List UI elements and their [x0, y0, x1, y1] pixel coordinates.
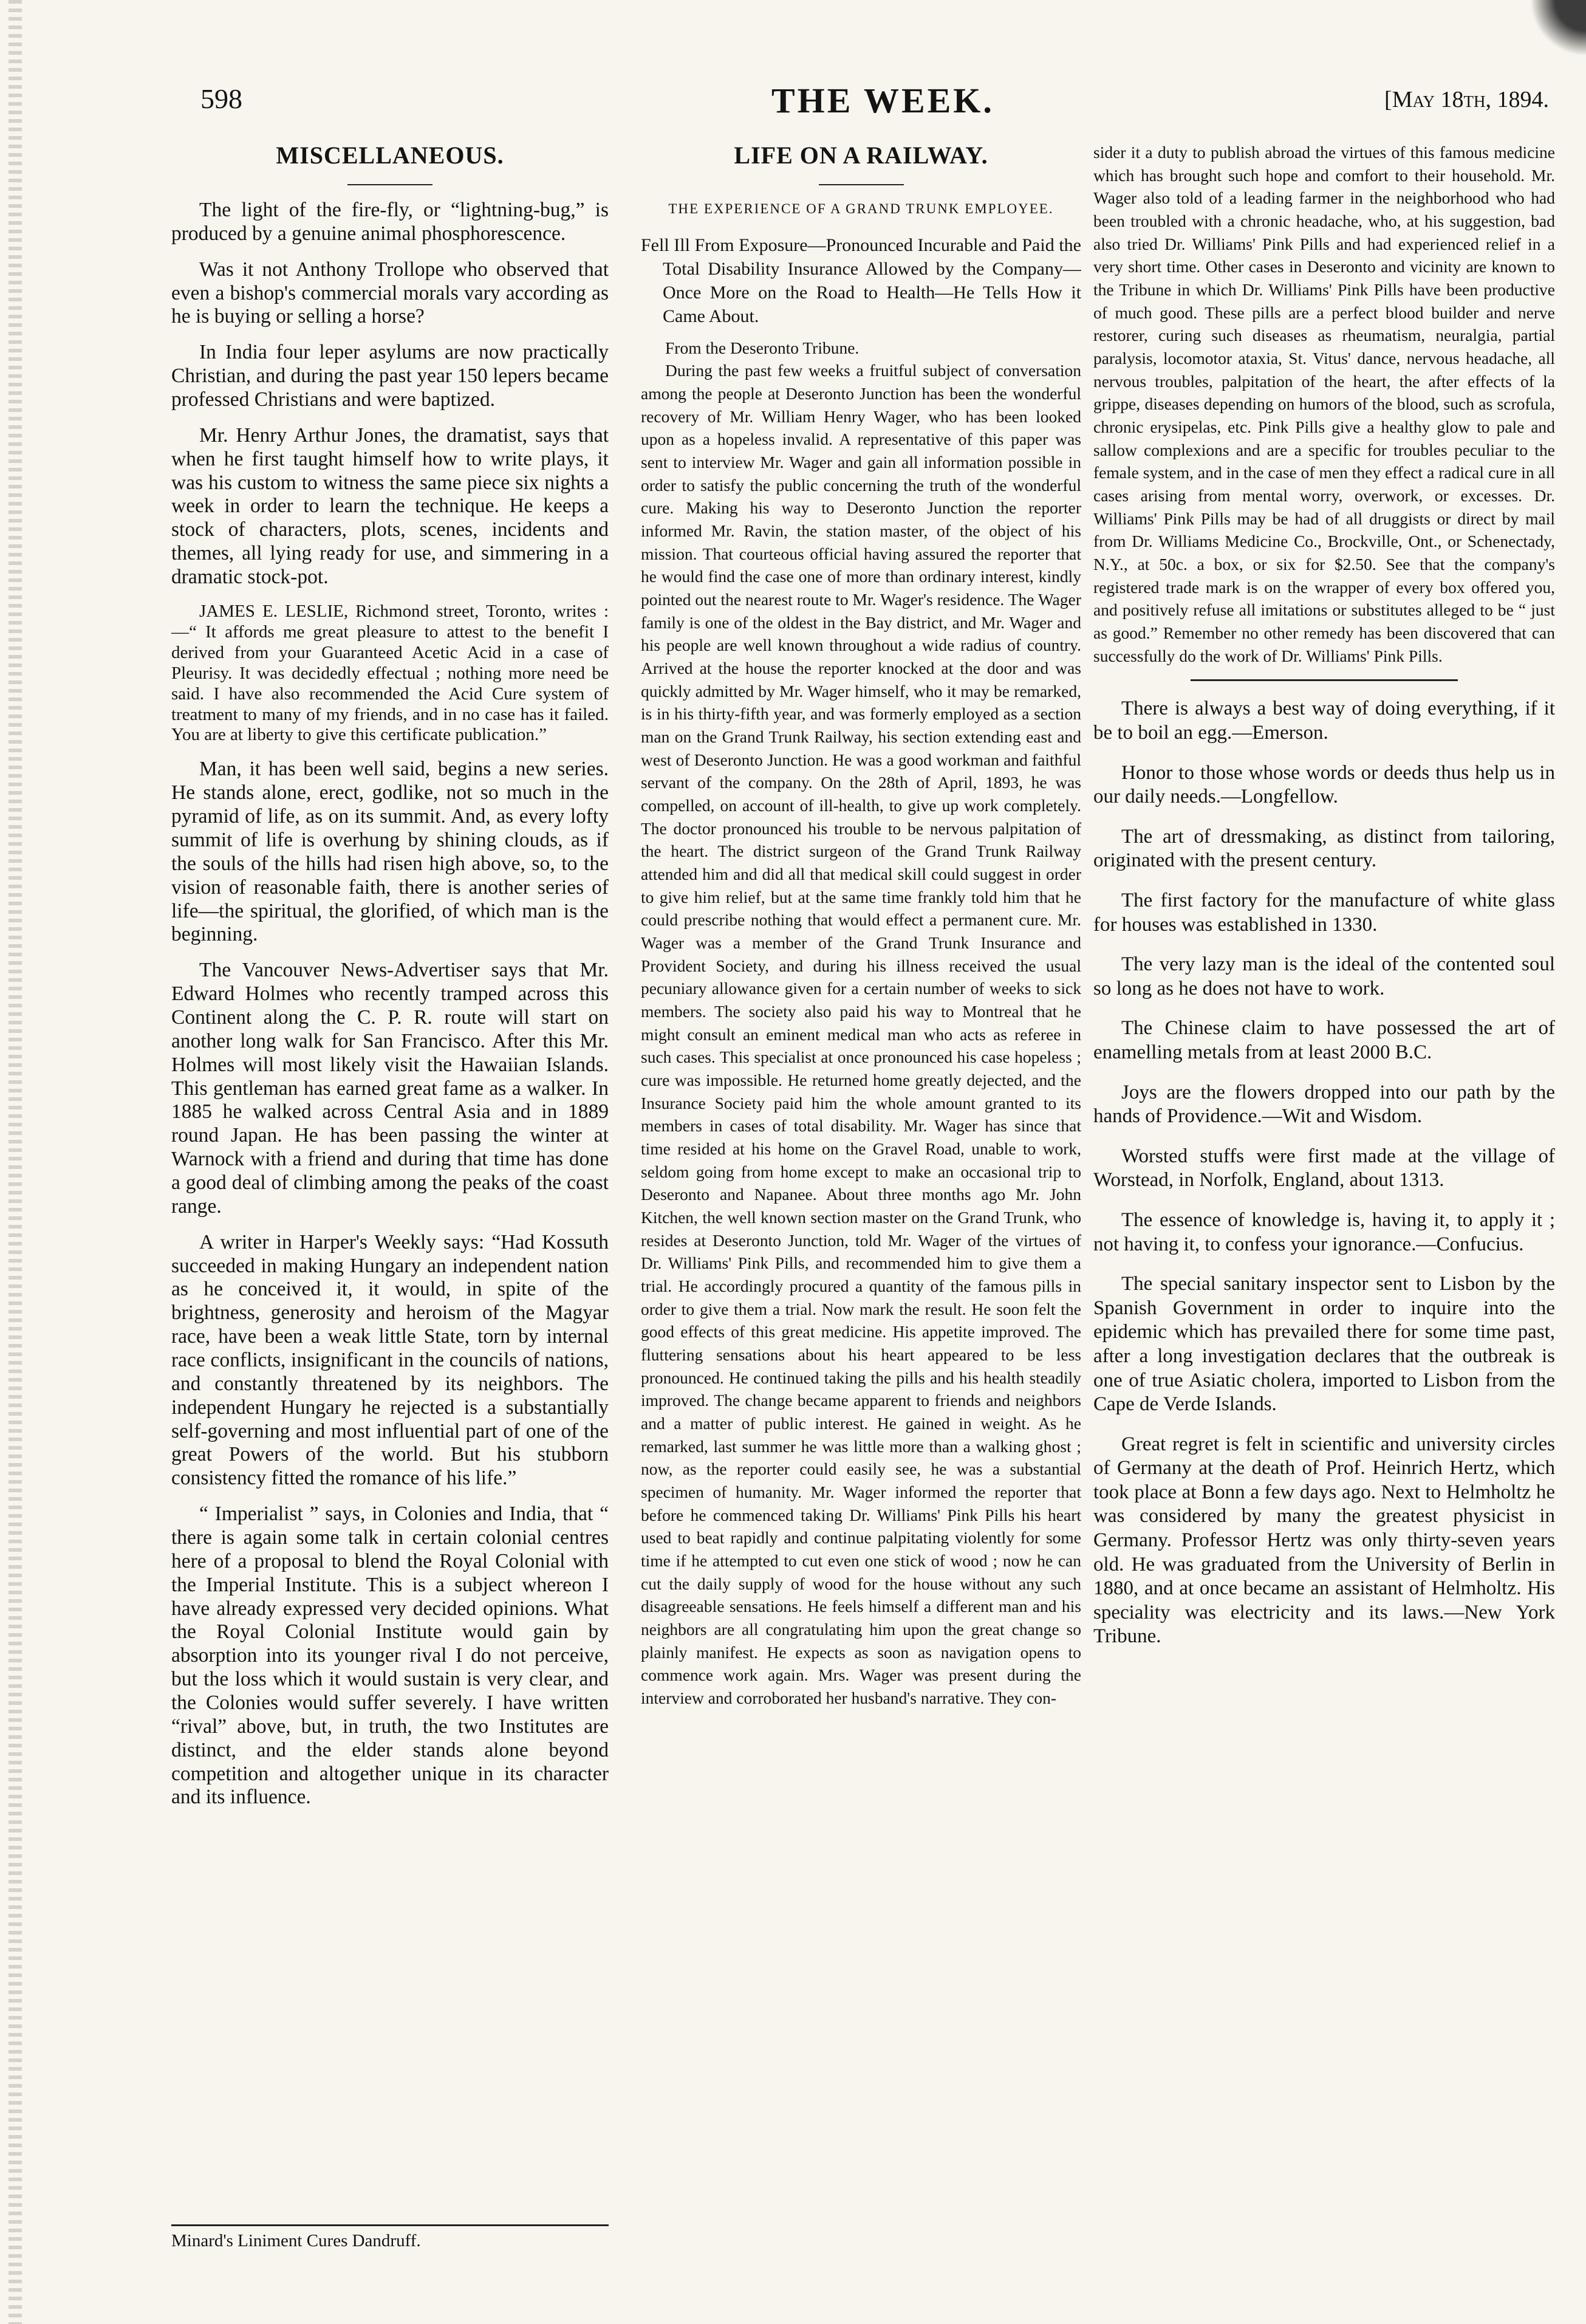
short-item: Great regret is felt in scientific and university circles of Germany at the death of Prof. Heinrich Hertz, which took place at Bonn a few days ago. Next to Helmholtz he was considered by many the greatest physicist in Germany. Professor Hertz was only thirty-seven years old. He was graduated from the University of Berlin in 1880, and at once became an assistant of Helmholtz. His speciality was electricity and its laws.—New York Tribune.	[1093, 1433, 1555, 1648]
miscellaneous-heading: MISCELLANEOUS.	[276, 142, 504, 169]
footer-rule	[171, 2224, 609, 2226]
misc-paragraph: Mr. Henry Arthur Jones, the dramatist, says that when he first taught himself how to write plays, it was his custom to witness the same piece six nights a week in order to learn the technique. He keeps a stock of characters, plots, scenes, incidents and themes, all lying ready for use, and simmering in a dramatic stock-pot.	[171, 423, 609, 589]
short-item: The special sanitary inspector sent to Lisbon by the Spanish Government in order to inquire into the epidemic which has prevailed there for some time past, after a long investigation declares that the outbreak is one of true Asiatic cholera, imported to Lisbon from the Cape de Verde Islands.	[1093, 1273, 1555, 1416]
misc-paragraph: “ Imperialist ” says, in Colonies and India, that “ there is again some talk in certain colonial centres here of a proposal to blend the Royal Colonial with the Imperial Institute. This is a subject whereon I have already expressed very decided opinions. What the Royal Colonial Institute would gain by absorption into its younger rival I do not perceive, but the loss which it would sustain is very clear, and the Colonies would suffer severely. I have written “rival” above, but, in truth, the two Institutes are distinct, and the elder stands alone beyond competition and altogether unique in its character and its influence.	[171, 1503, 609, 1809]
short-item: The Chinese claim to have possessed the art of enamelling metals from at least 2000 B.C.	[1093, 1017, 1555, 1063]
railway-article-heading: LIFE ON A RAILWAY.	[734, 142, 988, 169]
railway-article-continuation: sider it a duty to publish abroad the virtues of this famous medicine which has brought such hope and comfort to their household. Mr. Wager also told of a leading farmer in the neighborhood who had been troubled with a chronic headache, who, at his suggestion, bad also tried Dr. Williams' Pink Pills and had experienced relief in a very short time. Other cases in Deseronto and vicinity are known to the Tribune in which Dr. Williams' Pink Pills have been productive of much good. These pills are a perfect blood builder and nerve restorer, curing such diseases as rheumatism, neuralgia, partial paralysis, locomotor ataxia, St. Vitus' dance, nervous headache, all nervous troubles, palpitation of the heart, the after effects of la grippe, diseases depending on humors of the blood, such as scrofula, chronic erysipelas, etc. Pink Pills give a healthy glow to pale and sallow complexions and are a specific for troubles peculiar to the female system, and in the case of men they effect a radical cure in all cases arising from mental worry, overwork, or excesses. Dr. Williams' Pink Pills may be had of all druggists or direct by mail from Dr. Williams Medicine Co., Brockville, Ont., or Schenectady, N.Y., at 50c. a box, or six for $2.50. See that the company's registered trade mark is on the wrapper of every box offered you, and positively refuse all imitations or substitutes alleged to be “ just as good.” Remember no other remedy has been discovered that can successfully do the work of Dr. Williams' Pink Pills.	[1093, 143, 1555, 665]
misc-paragraph: In India four leper asylums are now practically Christian, and during the past year 150 lepers became professed Christians and were baptized.	[171, 341, 609, 411]
minards-liniment-ad: Minard's Liniment Cures Dandruff.	[171, 2231, 421, 2250]
short-item: The very lazy man is the ideal of the contented soul so long as he does not have to work.	[1093, 953, 1555, 999]
railway-article-deck: Fell Ill From Exposure—Pronounced Incurable and Paid the Total Disability Insurance Allowed by the Company—Once More on the Road to Health—He Tells How it Came About.	[641, 235, 1081, 326]
misc-paragraph: A writer in Harper's Weekly says: “Had Kossuth succeeded in making Hungary an independent nation as he conceived it, it would, in spite of the brightness, generosity and heroism of the Magyar race, have been a weak little State, torn by internal race conflicts, insignificant in the councils of nations, and constantly threatened by its neighbors. The independent Hungary he rejected is a substantially self-governing and most influential part of one of the great Powers of the world. But his stubborn consistency fitted the romance of his life.”	[171, 1230, 609, 1490]
short-item: Worsted stuffs were first made at the village of Worstead, in Norfolk, England, about 1313.	[1093, 1145, 1555, 1191]
page-header	[200, 72, 1549, 126]
acetic-acid-testimonial: JAMES E. LESLIE, Richmond street, Toronto, writes :—“ It affords me great pleasure to attest to the benefit I derived from your Guaranteed Acetic Acid in a case of Pleurisy. It was decidedly effectual ; nothing more need be said. I have also recommended the Acid Cure system of treatment to many of my friends, and in no case has it failed. You are at liberty to give this certificate publication.”	[171, 601, 609, 745]
misc-paragraph: The light of the fire-fly, or “lightning-bug,” is produced by a genuine animal phosphorescence.	[171, 199, 609, 245]
railway-article-column	[641, 141, 1081, 2249]
page-corner-shadow	[1531, 0, 1586, 55]
heading-rule	[819, 184, 904, 185]
railway-article-body: During the past few weeks a fruitful subject of conversation among the people at Deseronto Junction has been the wonderful recovery of Mr. William Henry Wager, who has been looked upon as a hopeless invalid. A representative of this paper was sent to interview Mr. Wager and gain all information possible in order to satisfy the public concerning the truth of the wonderful cure. Making his way to Deseronto Junction the reporter informed Mr. Ravin, the station master, of the object of his mission. That courteous official having assured the reporter that he would find the case one of more than ordinary interest, kindly pointed out the nearest route to Mr. Wager's residence. The Wager family is one of the oldest in the Bay district, and Mr. Wager and his people are well known throughout a wide radius of country. Arrived at the house the reporter knocked at the door and was quickly admitted by Mr. Wager himself, who it may be remarked, is in his thirty-fifth year, and was formerly employed as a section man on the Grand Trunk Railway, his section extending east and west of Deseronto Junction. He was a good workman and faithful servant of the company. On the 28th of April, 1893, he was compelled, on account of ill-health, to give up work completely. The doctor pronounced his trouble to be nervous palpitation of the heart. The district surgeon of the Grand Trunk Railway attended him and did all that medical skill could suggest in order to give him relief, but at the same time frankly told him that he could prescribe nothing that would effect a permanent cure. Mr. Wager was a member of the Grand Trunk Insurance and Provident Society, and during his illness received the usual pecuniary allowance given for a certain number of weeks to sick members. The society also paid his way to Montreal that he might consult an eminent medical man who acts as referee in such cases. This specialist at once pronounced his case hopeless ; cure was impossible. He returned home greatly dejected, and the Insurance Society paid him the whole amount granted to its members in cases of total disability. Mr. Wager has since that time resided at his home on the Gravel Road, unable to work, seldom going from home except to make an occasional trip to Deseronto and Napanee. About three months ago Mr. John Kitchen, the well known section master on the Grand Trunk, who resides at Deseronto Junction, told Mr. Wager of the virtues of Dr. Williams' Pink Pills, and recommended him to give them a trial. He accordingly procured a quantity of the famous pills in order to give them a trial. Now mark the result. He soon felt the good effects of this great medicine. His appetite improved. The fluttering sensations about his heart appeared to be less pronounced. He continued taking the pills and his health steadily improved. The change became apparent to friends and neighbors and a matter of public interest. He gained in weight. As he remarked, last summer he was little more than a walking ghost ; now, as the reporter could easily see, he was a substantial specimen of humanity. Mr. Wager informed the reporter that before he commenced taking Dr. Williams' Pink Pills his heart used to beat rapidly and continue palpitating violently for some time if he attempted to cut even one stick of wood ; now he can cut the daily supply of wood for the house without any such disagreeable sensations. He feels himself a different man and his neighbors are all congratulating him upon the great change so plainly manifest. He expects as soon as navigation opens to commence work again. Mrs. Wager was present during the interview and corroborated her husband's narrative. They con-	[641, 361, 1081, 1708]
miscellaneous-column	[171, 141, 609, 2249]
section-rule	[1191, 679, 1458, 681]
heading-rule	[347, 184, 432, 185]
short-item: The first factory for the manufacture of white glass for houses was established in 1330.	[1093, 889, 1555, 936]
binding-margin	[9, 0, 22, 2324]
short-item: Honor to those whose words or deeds thus help us in our daily needs.—Longfellow.	[1093, 761, 1555, 808]
short-item: The art of dressmaking, as distinct from tailoring, originated with the present century.	[1093, 825, 1555, 872]
misc-paragraph: Was it not Anthony Trollope who observed that even a bishop's commercial morals vary according as he is buying or selling a horse?	[171, 258, 609, 328]
railway-article-source: From the Deseronto Tribune.	[665, 338, 860, 357]
page-number: 598	[200, 83, 242, 114]
railway-article-subheading: THE EXPERIENCE OF A GRAND TRUNK EMPLOYEE.	[668, 201, 1054, 216]
misc-paragraph: The Vancouver News-Advertiser says that Mr. Edward Holmes who recently tramped across this Continent along the C. P. R. route will start on another long walk for San Francisco. After this Mr. Holmes will most likely visit the Hawaiian Islands. This gentleman has earned great fame as a walker. In 1885 he walked across Central Asia and in 1889 round Japan. He has been passing the winter at Warnock with a friend and during that time has done a good deal of climbing among the peaks of the coast range.	[171, 959, 609, 1218]
misc-paragraph: Man, it has been well said, begins a new series. He stands alone, erect, godlike, not so much in the pyramid of life, as on its summit. And, as every lofty summit of life is overhung by shining clouds, as if the souls of the hills had risen high above, so, to the vision of reasonable faith, there is another series of life—the spiritual, the glorified, of which man is the beginning.	[171, 758, 609, 946]
journal-title: THE WEEK.	[771, 81, 994, 120]
issue-date: [May 18th, 1894.	[1384, 87, 1549, 112]
short-item: Joys are the flowers dropped into our path by the hands of Providence.—Wit and Wisdom.	[1093, 1081, 1555, 1128]
short-items-column	[1093, 141, 1555, 2249]
short-item: The essence of knowledge is, having it, to apply it ; not having it, to confess your ignorance.—Confucius.	[1093, 1208, 1555, 1255]
short-item: There is always a best way of doing everything, if it be to boil an egg.—Emerson.	[1093, 698, 1555, 744]
